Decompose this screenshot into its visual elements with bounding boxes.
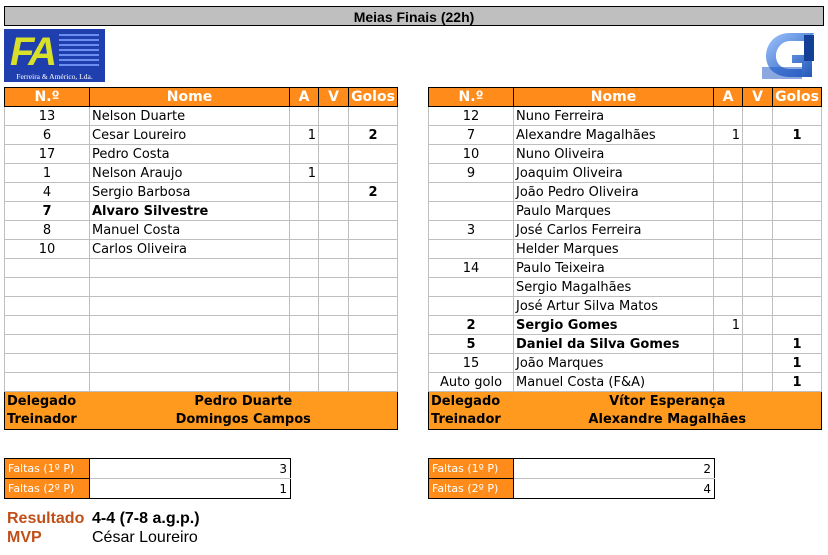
player-number: 9 bbox=[429, 164, 514, 183]
col-v-header: V bbox=[743, 88, 773, 107]
staff-row bbox=[429, 411, 822, 430]
player-name bbox=[90, 373, 290, 392]
player-v bbox=[319, 145, 349, 164]
player-number bbox=[5, 297, 90, 316]
staff-name: Vítor Esperança bbox=[514, 392, 822, 411]
player-row bbox=[5, 183, 398, 202]
player-goals bbox=[773, 183, 822, 202]
player-v bbox=[319, 354, 349, 373]
player-goals bbox=[349, 202, 398, 221]
player-v bbox=[319, 373, 349, 392]
player-row bbox=[429, 202, 822, 221]
player-a bbox=[714, 335, 743, 354]
player-row bbox=[429, 126, 822, 145]
player-row bbox=[429, 354, 822, 373]
player-v bbox=[743, 278, 773, 297]
player-row bbox=[429, 259, 822, 278]
player-goals bbox=[349, 354, 398, 373]
result-label: Resultado bbox=[7, 510, 85, 527]
player-number: 7 bbox=[429, 126, 514, 145]
player-row bbox=[5, 221, 398, 240]
mvp-label: MVP bbox=[7, 529, 42, 546]
player-goals bbox=[773, 202, 822, 221]
faltas-value: 4 bbox=[514, 479, 715, 499]
player-number bbox=[5, 373, 90, 392]
player-number: 4 bbox=[5, 183, 90, 202]
player-row bbox=[5, 259, 398, 278]
player-goals bbox=[773, 259, 822, 278]
player-number: 13 bbox=[5, 107, 90, 126]
player-v bbox=[743, 107, 773, 126]
player-a bbox=[714, 373, 743, 392]
player-name: Sergio Barbosa bbox=[90, 183, 290, 202]
player-v bbox=[743, 259, 773, 278]
staff-label: Treinador bbox=[5, 411, 90, 430]
player-a: 1 bbox=[290, 164, 319, 183]
player-v bbox=[743, 145, 773, 164]
player-name: Nelson Duarte bbox=[90, 107, 290, 126]
player-v bbox=[319, 126, 349, 145]
logo-stripes bbox=[59, 34, 99, 66]
player-number: 10 bbox=[429, 145, 514, 164]
player-goals bbox=[349, 297, 398, 316]
player-a bbox=[714, 183, 743, 202]
staff-row bbox=[429, 392, 822, 411]
player-goals bbox=[349, 145, 398, 164]
result-line bbox=[7, 509, 200, 528]
player-name: Helder Marques bbox=[514, 240, 714, 259]
player-row bbox=[5, 335, 398, 354]
player-number bbox=[429, 278, 514, 297]
player-goals bbox=[349, 164, 398, 183]
player-a bbox=[290, 202, 319, 221]
player-a bbox=[290, 316, 319, 335]
player-row bbox=[429, 278, 822, 297]
player-a bbox=[714, 278, 743, 297]
player-number bbox=[429, 240, 514, 259]
team-right-table bbox=[428, 87, 822, 430]
player-name: Sergio Magalhães bbox=[514, 278, 714, 297]
player-goals bbox=[773, 145, 822, 164]
player-v bbox=[743, 221, 773, 240]
player-v bbox=[743, 316, 773, 335]
player-a bbox=[290, 107, 319, 126]
col-goals-header: Golos bbox=[349, 88, 398, 107]
player-row bbox=[429, 164, 822, 183]
staff-row bbox=[5, 392, 398, 411]
player-goals bbox=[349, 107, 398, 126]
league-logo-icon bbox=[760, 29, 819, 81]
player-name: Alvaro Silvestre bbox=[90, 202, 290, 221]
player-name: Manuel Costa bbox=[90, 221, 290, 240]
col-a-header: A bbox=[290, 88, 319, 107]
player-number bbox=[5, 278, 90, 297]
player-row bbox=[5, 278, 398, 297]
logo-caption: Ferreira & Américo, Lda. bbox=[16, 72, 93, 81]
player-number: 1 bbox=[5, 164, 90, 183]
player-goals: 1 bbox=[773, 373, 822, 392]
faltas-row bbox=[429, 479, 715, 499]
player-goals bbox=[349, 316, 398, 335]
player-goals: 2 bbox=[349, 183, 398, 202]
faltas-value: 1 bbox=[90, 479, 291, 499]
staff-label: Delegado bbox=[5, 392, 90, 411]
player-name bbox=[90, 316, 290, 335]
player-goals bbox=[773, 107, 822, 126]
result-block bbox=[7, 509, 200, 547]
player-a bbox=[290, 221, 319, 240]
team-left-table bbox=[4, 87, 398, 430]
player-number: 14 bbox=[429, 259, 514, 278]
player-row bbox=[5, 240, 398, 259]
player-goals bbox=[773, 316, 822, 335]
player-number bbox=[5, 354, 90, 373]
player-name: Joaquim Oliveira bbox=[514, 164, 714, 183]
player-v bbox=[743, 297, 773, 316]
player-name: Nuno Oliveira bbox=[514, 145, 714, 164]
player-a bbox=[714, 240, 743, 259]
staff-name: Alexandre Magalhães bbox=[514, 411, 822, 430]
staff-row bbox=[5, 411, 398, 430]
player-row bbox=[5, 316, 398, 335]
player-name: Nelson Araujo bbox=[90, 164, 290, 183]
player-number: 17 bbox=[5, 145, 90, 164]
player-a bbox=[290, 354, 319, 373]
player-a bbox=[290, 240, 319, 259]
player-goals: 1 bbox=[773, 126, 822, 145]
player-name: Manuel Costa (F&A) bbox=[514, 373, 714, 392]
player-row bbox=[5, 297, 398, 316]
player-v bbox=[743, 373, 773, 392]
player-row bbox=[429, 145, 822, 164]
player-name bbox=[90, 278, 290, 297]
header-row bbox=[5, 88, 398, 107]
player-a bbox=[714, 202, 743, 221]
col-a-header: A bbox=[714, 88, 743, 107]
col-num-header: N.º bbox=[5, 88, 90, 107]
player-goals bbox=[349, 259, 398, 278]
player-row bbox=[5, 373, 398, 392]
player-number: 15 bbox=[429, 354, 514, 373]
player-v bbox=[319, 221, 349, 240]
header-row bbox=[429, 88, 822, 107]
player-goals bbox=[773, 240, 822, 259]
player-a bbox=[714, 164, 743, 183]
player-a bbox=[290, 335, 319, 354]
player-number bbox=[5, 259, 90, 278]
player-name: Pedro Costa bbox=[90, 145, 290, 164]
player-name: Carlos Oliveira bbox=[90, 240, 290, 259]
staff-label: Delegado bbox=[429, 392, 514, 411]
player-number: 6 bbox=[5, 126, 90, 145]
player-name: Paulo Marques bbox=[514, 202, 714, 221]
player-row bbox=[429, 183, 822, 202]
player-number bbox=[429, 297, 514, 316]
col-v-header: V bbox=[319, 88, 349, 107]
faltas-row bbox=[429, 459, 715, 479]
player-row bbox=[5, 107, 398, 126]
player-row bbox=[429, 335, 822, 354]
player-v bbox=[743, 335, 773, 354]
player-v bbox=[743, 354, 773, 373]
player-a: 1 bbox=[290, 126, 319, 145]
player-v bbox=[319, 259, 349, 278]
faltas-right bbox=[428, 458, 715, 499]
staff-name: Domingos Campos bbox=[90, 411, 398, 430]
player-a bbox=[290, 373, 319, 392]
player-v bbox=[319, 164, 349, 183]
player-v bbox=[319, 335, 349, 354]
player-name: Cesar Loureiro bbox=[90, 126, 290, 145]
staff-label: Treinador bbox=[429, 411, 514, 430]
faltas-left bbox=[4, 458, 291, 499]
faltas-value: 3 bbox=[90, 459, 291, 479]
player-goals bbox=[773, 164, 822, 183]
col-name-header: Nome bbox=[90, 88, 290, 107]
player-v bbox=[319, 278, 349, 297]
player-v bbox=[743, 126, 773, 145]
player-name bbox=[90, 354, 290, 373]
player-number: Auto golo bbox=[429, 373, 514, 392]
player-number bbox=[5, 316, 90, 335]
player-a: 1 bbox=[714, 316, 743, 335]
player-v bbox=[743, 183, 773, 202]
player-row bbox=[429, 240, 822, 259]
player-name: José Artur Silva Matos bbox=[514, 297, 714, 316]
player-a bbox=[714, 145, 743, 164]
fa-logo-mark: FA bbox=[10, 30, 54, 74]
player-goals: 1 bbox=[773, 354, 822, 373]
ferreira-americo-logo bbox=[4, 29, 105, 82]
player-v bbox=[319, 316, 349, 335]
player-v bbox=[743, 164, 773, 183]
player-row bbox=[5, 145, 398, 164]
player-row bbox=[5, 202, 398, 221]
player-row bbox=[5, 354, 398, 373]
player-a bbox=[714, 354, 743, 373]
player-goals bbox=[349, 335, 398, 354]
player-goals bbox=[349, 373, 398, 392]
player-goals bbox=[349, 221, 398, 240]
player-name: José Carlos Ferreira bbox=[514, 221, 714, 240]
faltas-label: Faltas (1º P) bbox=[429, 459, 514, 479]
result-value: 4-4 (7-8 a.g.p.) bbox=[92, 510, 200, 527]
player-name bbox=[90, 335, 290, 354]
player-number: 10 bbox=[5, 240, 90, 259]
player-goals: 2 bbox=[349, 126, 398, 145]
player-row bbox=[429, 373, 822, 392]
player-number: 3 bbox=[429, 221, 514, 240]
player-v bbox=[319, 297, 349, 316]
player-name: Daniel da Silva Gomes bbox=[514, 335, 714, 354]
col-num-header: N.º bbox=[429, 88, 514, 107]
player-number: 7 bbox=[5, 202, 90, 221]
player-number bbox=[429, 202, 514, 221]
mvp-value: César Loureiro bbox=[92, 529, 198, 546]
player-v bbox=[743, 240, 773, 259]
player-v bbox=[743, 202, 773, 221]
player-name: Sergio Gomes bbox=[514, 316, 714, 335]
player-row bbox=[429, 297, 822, 316]
player-row bbox=[429, 107, 822, 126]
player-a bbox=[714, 297, 743, 316]
player-name: João Pedro Oliveira bbox=[514, 183, 714, 202]
player-goals bbox=[349, 278, 398, 297]
player-number: 12 bbox=[429, 107, 514, 126]
col-goals-header: Golos bbox=[773, 88, 822, 107]
player-v bbox=[319, 107, 349, 126]
col-name-header: Nome bbox=[514, 88, 714, 107]
player-number bbox=[429, 183, 514, 202]
player-a bbox=[714, 259, 743, 278]
player-goals bbox=[773, 278, 822, 297]
faltas-label: Faltas (1º P) bbox=[5, 459, 90, 479]
player-a bbox=[290, 145, 319, 164]
page-title: Meias Finais (22h) bbox=[4, 6, 824, 26]
player-name: Alexandre Magalhães bbox=[514, 126, 714, 145]
faltas-row bbox=[5, 479, 291, 499]
player-a bbox=[290, 278, 319, 297]
player-number bbox=[5, 335, 90, 354]
player-a bbox=[714, 221, 743, 240]
player-a bbox=[290, 297, 319, 316]
player-goals bbox=[773, 221, 822, 240]
faltas-label: Faltas (2º P) bbox=[429, 479, 514, 499]
faltas-value: 2 bbox=[514, 459, 715, 479]
player-a: 1 bbox=[714, 126, 743, 145]
player-v bbox=[319, 183, 349, 202]
player-number: 8 bbox=[5, 221, 90, 240]
player-goals bbox=[773, 297, 822, 316]
player-name bbox=[90, 259, 290, 278]
player-name: Nuno Ferreira bbox=[514, 107, 714, 126]
player-row bbox=[5, 164, 398, 183]
player-number: 2 bbox=[429, 316, 514, 335]
player-number: 5 bbox=[429, 335, 514, 354]
faltas-label: Faltas (2º P) bbox=[5, 479, 90, 499]
mvp-line bbox=[7, 528, 200, 547]
player-name: Paulo Teixeira bbox=[514, 259, 714, 278]
player-a bbox=[714, 107, 743, 126]
player-row bbox=[429, 316, 822, 335]
player-row bbox=[5, 126, 398, 145]
player-v bbox=[319, 202, 349, 221]
player-a bbox=[290, 183, 319, 202]
staff-name: Pedro Duarte bbox=[90, 392, 398, 411]
player-v bbox=[319, 240, 349, 259]
player-rows bbox=[429, 107, 822, 392]
player-goals bbox=[349, 240, 398, 259]
player-a bbox=[290, 259, 319, 278]
player-name bbox=[90, 297, 290, 316]
player-goals: 1 bbox=[773, 335, 822, 354]
player-rows bbox=[5, 107, 398, 392]
player-name: João Marques bbox=[514, 354, 714, 373]
player-row bbox=[429, 221, 822, 240]
faltas-row bbox=[5, 459, 291, 479]
